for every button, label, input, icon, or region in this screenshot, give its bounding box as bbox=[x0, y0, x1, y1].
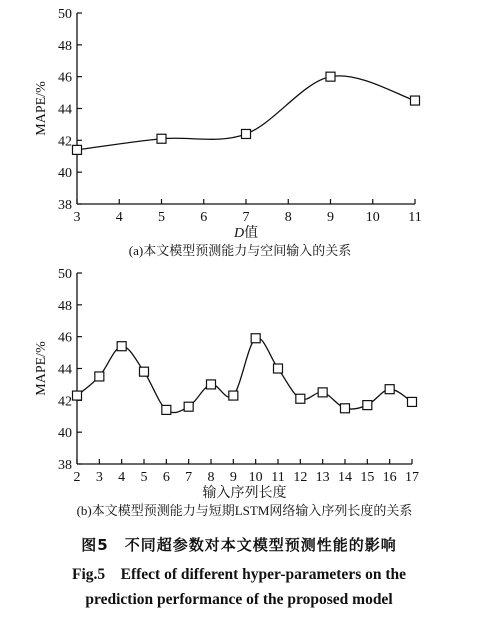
x-tick-label: 14 bbox=[338, 470, 352, 485]
y-tick-label: 50 bbox=[58, 267, 72, 282]
data-point-marker bbox=[326, 72, 335, 81]
x-axis-label: 输入序列长度 bbox=[202, 486, 287, 501]
y-tick-label: 40 bbox=[58, 166, 72, 182]
x-axis-label-variable: D bbox=[233, 226, 245, 241]
x-tick-label: 11 bbox=[271, 470, 285, 485]
figure-caption-en-line1: Fig.5 Effect of different hyper-parameters on the bbox=[71, 566, 407, 583]
data-point-marker bbox=[157, 134, 166, 143]
x-tick-label: 2 bbox=[73, 470, 81, 485]
x-tick-label: 5 bbox=[140, 470, 148, 485]
y-axis-label: MAPE/% bbox=[34, 341, 49, 396]
figure-caption-zh: 图5 不同超参数对本文模型预测性能的影响 bbox=[81, 536, 397, 554]
y-tick-label: 44 bbox=[58, 102, 72, 118]
data-point-marker bbox=[73, 391, 82, 400]
y-tick-label: 44 bbox=[58, 362, 72, 378]
x-tick-label: 4 bbox=[115, 210, 123, 225]
x-tick-label: 16 bbox=[382, 470, 397, 485]
x-tick-label: 10 bbox=[248, 470, 263, 485]
x-tick-label: 3 bbox=[95, 470, 103, 485]
x-tick-label: 3 bbox=[73, 210, 81, 225]
y-tick-label: 38 bbox=[58, 458, 72, 473]
data-point-marker bbox=[251, 334, 260, 343]
data-point-marker bbox=[117, 342, 126, 351]
y-tick-label: 46 bbox=[58, 70, 72, 86]
y-axis-label: MAPE/% bbox=[34, 81, 49, 136]
data-point-marker bbox=[73, 145, 82, 154]
x-tick-label: 13 bbox=[315, 470, 330, 485]
x-tick-label: 7 bbox=[242, 210, 250, 225]
x-tick-label: 6 bbox=[162, 470, 170, 485]
chart-b bbox=[0, 262, 478, 527]
y-tick-label: 46 bbox=[58, 330, 72, 346]
data-point-marker bbox=[363, 401, 372, 410]
x-tick-label: 17 bbox=[405, 470, 419, 485]
data-point-marker bbox=[274, 364, 283, 373]
y-tick-label: 42 bbox=[58, 394, 72, 410]
y-tick-label: 48 bbox=[58, 38, 72, 54]
x-tick-label: 8 bbox=[207, 470, 215, 485]
x-tick-label: 15 bbox=[360, 470, 375, 485]
x-tick-label: 6 bbox=[200, 210, 208, 225]
x-tick-label: 10 bbox=[365, 210, 380, 225]
x-tick-label: 11 bbox=[408, 210, 422, 225]
figure-caption-en-line2: prediction performance of the proposed model bbox=[85, 591, 393, 608]
data-point-marker bbox=[95, 372, 104, 381]
data-point-marker bbox=[408, 397, 417, 406]
y-tick-label: 50 bbox=[58, 7, 72, 22]
data-point-marker bbox=[242, 129, 251, 138]
x-axis-label bbox=[233, 224, 258, 241]
x-tick-label: 7 bbox=[185, 470, 193, 485]
x-tick-label: 9 bbox=[327, 210, 334, 225]
chart-subcaption: (a)本文模型预测能力与空间输入的关系 bbox=[128, 243, 352, 258]
y-tick-label: 38 bbox=[58, 198, 72, 213]
data-point-marker bbox=[385, 385, 394, 394]
x-tick-label: 9 bbox=[229, 470, 237, 485]
data-point-marker bbox=[229, 391, 238, 400]
y-tick-label: 42 bbox=[58, 134, 72, 150]
y-tick-label: 48 bbox=[58, 298, 72, 314]
data-point-marker bbox=[140, 367, 149, 376]
data-point-marker bbox=[184, 402, 193, 411]
x-tick-label: 12 bbox=[293, 470, 308, 485]
x-tick-label: 5 bbox=[158, 210, 165, 225]
data-point-marker bbox=[162, 405, 171, 414]
data-point-marker bbox=[411, 96, 420, 105]
data-point-marker bbox=[341, 404, 350, 413]
x-tick-label: 4 bbox=[118, 470, 126, 485]
data-point-marker bbox=[296, 394, 305, 403]
y-tick-label: 40 bbox=[58, 426, 72, 442]
chart-subcaption: (b)本文模型预测能力与短期LSTM网络输入序列长度的关系 bbox=[76, 503, 413, 518]
data-point-marker bbox=[207, 380, 216, 389]
x-axis-label-suffix: 值 bbox=[244, 226, 259, 241]
series-line bbox=[77, 338, 412, 413]
x-tick-label: 8 bbox=[284, 210, 292, 225]
chart-a bbox=[0, 0, 478, 265]
data-point-marker bbox=[318, 388, 327, 397]
